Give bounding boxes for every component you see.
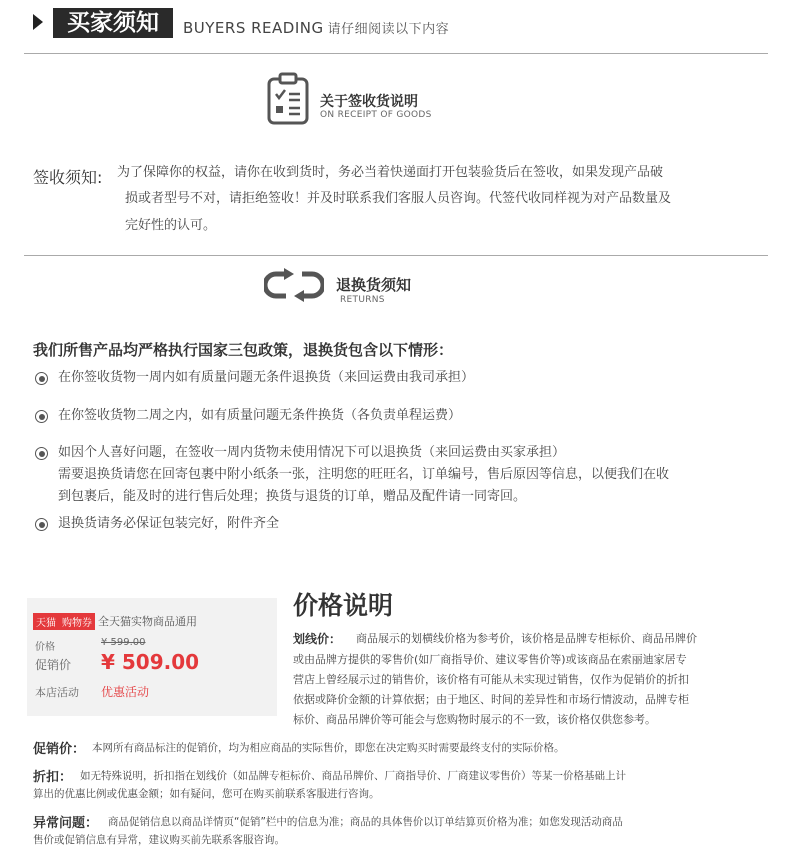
- header-subtitle: [183, 18, 449, 37]
- header-subtitle-cn: 请仔细阅读以下内容: [327, 22, 450, 37]
- receipt-title-en: ON RECEIPT OF GOODS: [320, 110, 432, 120]
- return-item-3: 如因个人喜好问题，在签收一周内货物未使用情况下可以退换货（来回运费由买家承担）: [58, 445, 566, 460]
- header-arrow-icon: [33, 14, 43, 30]
- divider: [24, 53, 768, 54]
- strike-line-1: 商品展示的划横线价格为参考价，该价格是品牌专柜标价、商品吊牌价: [356, 632, 697, 645]
- radio-bullet-icon: [35, 447, 48, 460]
- abnormal-line-1: 商品促销信息以商品详情页“促销”栏中的信息为准；商品的具体售价以订单结算页价格为准；如您发现活动商品: [108, 816, 623, 828]
- receipt-line-1: 为了保障你的权益，请你在收到货时，务必当着快递面打开包装验货后在签收，如果发现产品破: [117, 165, 664, 180]
- return-item-4: 退换货请务必保证包装完好，附件齐全: [58, 516, 280, 531]
- list-price-label: 价格: [35, 642, 55, 653]
- radio-bullet-icon: [35, 518, 48, 531]
- strike-line-3: 营店上曾经展示过的销售价，该价格有可能从未实现过销售，仅作为促销价的折扣: [293, 673, 689, 686]
- radio-bullet-icon: [35, 410, 48, 423]
- discount-line-1: 如无特殊说明，折扣指在划线价（如品牌专柜标价、商品吊牌价、厂商指导价、厂商建议零售价）等某一价格基础上计: [80, 770, 626, 782]
- header-title: 买家须知: [53, 8, 173, 38]
- return-item-3-detail-2: 到包裹后，能及时的进行售后处理；换货与退货的订单，赠品及配件请一同寄回。: [58, 489, 527, 504]
- activity-value: 优惠活动: [101, 685, 150, 699]
- promo-price-value: ¥ 509.00: [101, 650, 200, 674]
- strike-line-2: 或由品牌方提供的零售价(如厂商指导价、建议零售价等)或该商品在索丽迪家居专: [293, 653, 687, 666]
- clipboard-icon: [266, 72, 310, 130]
- strike-line-4: 依据或降价金额的计算依据；由于地区、时间的差异性和市场行情波动，品牌专柜: [293, 693, 689, 706]
- returns-title-en: RETURNS: [340, 295, 385, 305]
- receipt-line-2: 损或者型号不对，请拒绝签收！并及时联系我们客服人员咨询。代签代收同样视为对产品数量及: [125, 191, 672, 206]
- discount-line-2: 算出的优惠比例或优惠金额；如有疑问，您可在购买前联系客服进行咨询。: [33, 788, 380, 800]
- policy-heading: 我们所售产品均严格执行国家三包政策，退换货包含以下情形：: [33, 341, 454, 359]
- exchange-arrows-icon: [264, 268, 324, 306]
- receipt-line-3: 完好性的认可。: [125, 218, 217, 233]
- card-title: 全天猫实物商品通用: [98, 615, 197, 628]
- returns-title: 退换货须知: [336, 276, 412, 294]
- list-price-value: ¥ 599.00: [101, 637, 146, 648]
- pricing-title: 价格说明: [293, 591, 394, 620]
- strike-price-label: 划线价：: [293, 632, 342, 646]
- receipt-title: 关于签收货说明: [320, 94, 418, 110]
- activity-label: 本店活动: [35, 686, 79, 699]
- abnormal-label: 异常问题：: [33, 816, 99, 831]
- return-item-2: 在你签收货物二周之内，如有质量问题无条件换货（各负责单程运费）: [58, 408, 462, 423]
- divider: [24, 255, 768, 256]
- promo-price-label: 促销价: [35, 658, 72, 672]
- promo-label: 促销价：: [33, 742, 86, 757]
- promo-text: 本网所有商品标注的促销价，均为相应商品的实际售价，即您在决定购买时需要最终支付的实际价格。: [92, 742, 565, 754]
- tmall-badge: 天猫: [33, 613, 59, 630]
- radio-bullet-icon: [35, 372, 48, 385]
- abnormal-line-2: 售价或促销信息有异常，建议购买前先联系客服咨询。: [33, 834, 285, 846]
- header-title-en: BUYERS READING: [183, 19, 324, 37]
- shopping-coupon-badge: 购物券: [59, 613, 95, 630]
- receipt-label: 签收须知:: [33, 168, 103, 187]
- return-item-3-detail-1: 需要退换货请您在回寄包裹中附小纸条一张，注明您的旺旺名，订单编号，售后原因等信息，以便我们在收: [58, 467, 670, 482]
- strike-line-5: 标价、商品吊牌价等可能会与您购物时展示的不一致，该价格仅供您参考。: [293, 713, 656, 726]
- return-item-1: 在你签收货物一周内如有质量问题无条件退换货（来回运费由我司承担）: [58, 370, 475, 385]
- discount-label: 折扣：: [33, 770, 73, 785]
